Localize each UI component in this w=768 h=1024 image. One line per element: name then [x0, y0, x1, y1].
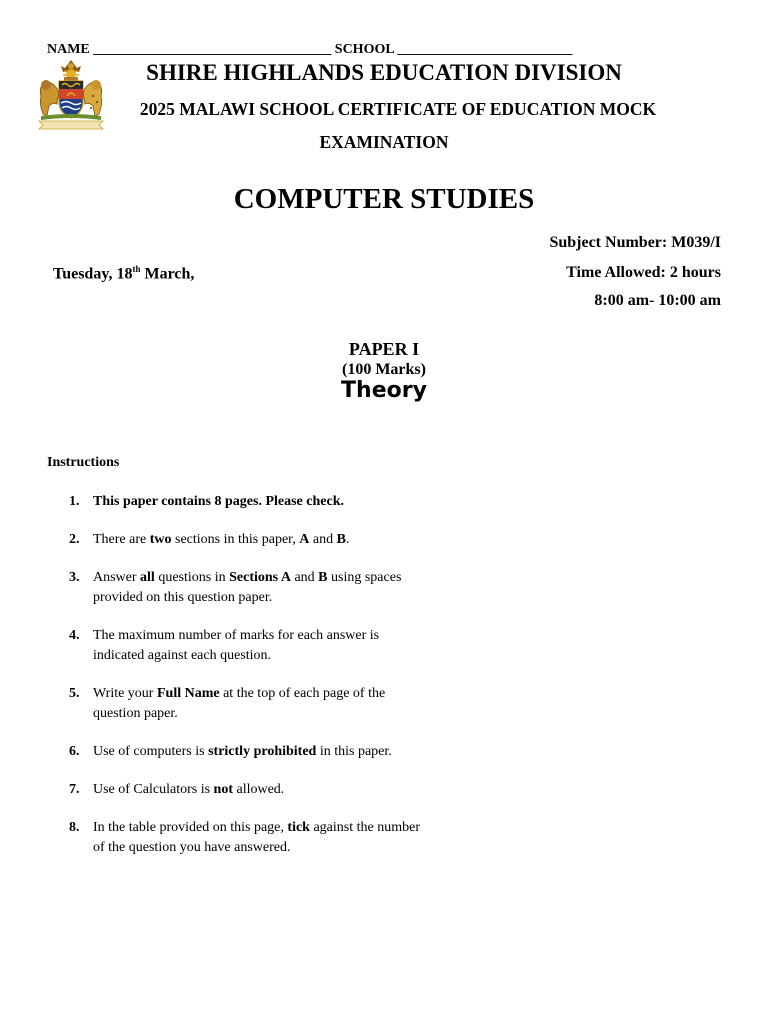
subject-title: COMPUTER STUDIES: [233, 183, 535, 215]
name-school-row: [47, 42, 572, 58]
instruction-text: tick: [287, 820, 310, 835]
instruction-text: in this paper.: [316, 744, 392, 759]
school-blank[interactable]: _________________________: [397, 42, 573, 57]
instruction-text: at the top of each page of the question paper.: [93, 686, 386, 721]
instruction-text: This paper contains 8 pages. Please check.: [93, 494, 344, 509]
list-item: [65, 818, 425, 858]
list-item: [65, 568, 425, 608]
instruction-text: two: [149, 532, 172, 547]
instruction-number: 1.: [69, 494, 80, 509]
instruction-text: .: [345, 532, 350, 547]
instruction-text: against the number of the question you have answered.: [93, 820, 420, 855]
instruction-text: and: [290, 570, 319, 585]
instruction-number: 2.: [69, 532, 80, 547]
exam-title-line1: 2025 MALAWI SCHOOL CERTIFICATE OF EDUCATION MOCK: [139, 99, 657, 119]
instruction-text: strictly prohibited: [208, 744, 317, 759]
instruction-text: B: [336, 532, 346, 547]
instruction-text: A: [299, 532, 310, 547]
date-suffix-sup: th: [132, 264, 141, 274]
paper-type: Theory: [341, 378, 427, 403]
instructions-list: [65, 492, 425, 876]
list-item: [65, 742, 425, 762]
instruction-text: Use of computers is: [93, 744, 209, 759]
list-item: [65, 492, 425, 512]
instruction-number: 6.: [69, 744, 80, 759]
instruction-text: not: [213, 782, 233, 797]
instruction-text: sections in this paper,: [171, 532, 300, 547]
paper-name: PAPER I: [348, 339, 420, 359]
instruction-text: Use of Calculators is: [93, 782, 214, 797]
exam-date: [53, 264, 194, 283]
instruction-text: Answer: [93, 570, 141, 585]
instruction-text: all: [140, 570, 155, 585]
school-label: SCHOOL: [334, 42, 394, 57]
name-label: NAME: [47, 42, 90, 57]
instruction-text: Sections A: [229, 570, 291, 585]
instruction-text: questions in: [154, 570, 230, 585]
time-allowed: Time Allowed: 2 hours: [566, 264, 721, 281]
list-item: [65, 780, 425, 800]
instruction-text: There are: [93, 532, 150, 547]
division-title: SHIRE HIGHLANDS EDUCATION DIVISION: [146, 60, 622, 85]
name-blank[interactable]: __________________________________: [93, 42, 332, 57]
list-item: [65, 626, 425, 666]
instruction-text: The maximum number of marks for each answer is indicated against each question.: [93, 628, 380, 663]
exam-title-line2: EXAMINATION: [319, 132, 449, 152]
subject-number: Subject Number: M039/I: [549, 234, 721, 251]
instruction-text: B: [318, 570, 328, 585]
time-range: 8:00 am- 10:00 am: [594, 292, 721, 309]
instruction-number: 5.: [69, 686, 80, 701]
instruction-number: 7.: [69, 782, 80, 797]
date-month: March,: [140, 265, 195, 283]
instruction-text: Full Name: [156, 686, 220, 701]
instruction-text: using spaces provided on this question paper.: [93, 570, 402, 605]
instruction-number: 8.: [69, 820, 80, 835]
date-prefix: Tuesday, 18: [53, 265, 133, 283]
list-item: [65, 684, 425, 724]
instruction-number: 4.: [69, 628, 80, 643]
instruction-number: 3.: [69, 570, 80, 585]
instruction-text: In the table provided on this page,: [93, 820, 288, 835]
instructions-heading: Instructions: [47, 455, 120, 470]
instruction-text: allowed.: [232, 782, 285, 797]
instruction-text: and: [309, 532, 337, 547]
instruction-text: Write your: [93, 686, 157, 701]
list-item: [65, 530, 425, 550]
paper-marks: (100 Marks): [342, 361, 426, 378]
